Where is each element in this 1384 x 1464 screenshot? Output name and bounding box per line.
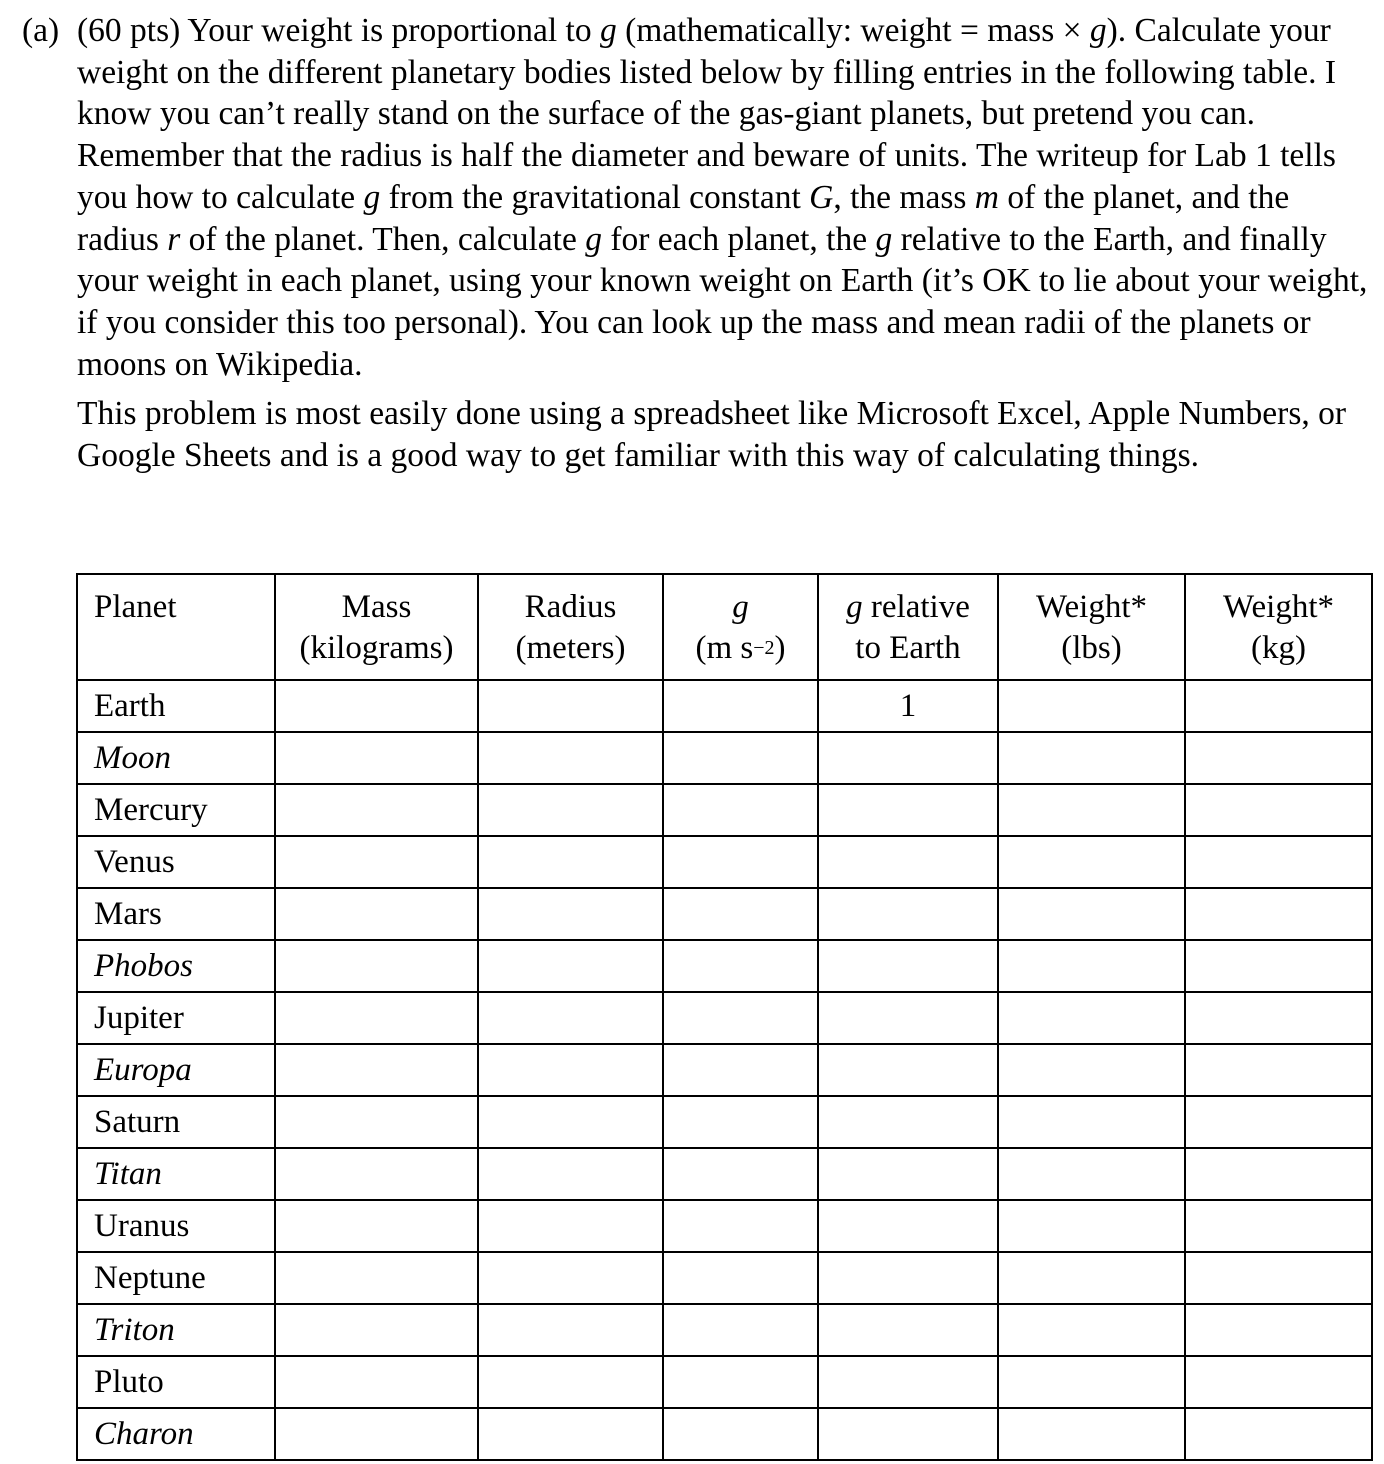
g-relative-cell[interactable]: [818, 1356, 998, 1408]
g-relative-cell[interactable]: [818, 784, 998, 836]
weight-kg-cell[interactable]: [1185, 940, 1372, 992]
planet-name-cell: Europa: [77, 1044, 275, 1096]
planet-name-cell: Neptune: [77, 1252, 275, 1304]
mass-cell[interactable]: [275, 1200, 478, 1252]
table-header-row: [77, 574, 1372, 680]
radius-cell[interactable]: [478, 992, 663, 1044]
table-row: [77, 1200, 1372, 1252]
radius-cell[interactable]: [478, 940, 663, 992]
table-row: [77, 992, 1372, 1044]
mass-cell[interactable]: [275, 836, 478, 888]
weight-kg-cell[interactable]: [1185, 1148, 1372, 1200]
g-cell[interactable]: [663, 888, 818, 940]
planet-name-cell: Mars: [77, 888, 275, 940]
table-row: [77, 888, 1372, 940]
radius-cell[interactable]: [478, 1148, 663, 1200]
radius-cell[interactable]: [478, 1252, 663, 1304]
weight-lbs-cell[interactable]: [998, 1252, 1185, 1304]
planet-name-cell: Titan: [77, 1148, 275, 1200]
table-row: [77, 940, 1372, 992]
col-header-planet: Planet: [77, 574, 275, 680]
table-row: [77, 1148, 1372, 1200]
weight-lbs-cell[interactable]: [998, 784, 1185, 836]
weight-lbs-cell[interactable]: [998, 888, 1185, 940]
planet-name-cell: Triton: [77, 1304, 275, 1356]
weight-lbs-cell[interactable]: [998, 836, 1185, 888]
weight-kg-cell[interactable]: [1185, 992, 1372, 1044]
mass-cell[interactable]: [275, 732, 478, 784]
radius-cell[interactable]: [478, 1304, 663, 1356]
table-row: [77, 680, 1372, 732]
planet-name-cell: Uranus: [77, 1200, 275, 1252]
mass-cell[interactable]: [275, 1096, 478, 1148]
radius-cell[interactable]: [478, 784, 663, 836]
radius-cell[interactable]: [478, 1356, 663, 1408]
g-cell[interactable]: [663, 732, 818, 784]
radius-cell[interactable]: [478, 836, 663, 888]
g-cell[interactable]: [663, 1148, 818, 1200]
col-header-weight-kg: Weight* (kg): [1185, 574, 1372, 680]
g-cell[interactable]: [663, 836, 818, 888]
planet-name-cell: Charon: [77, 1408, 275, 1460]
g-cell[interactable]: [663, 1252, 818, 1304]
mass-cell[interactable]: [275, 1356, 478, 1408]
points: (60 pts): [77, 12, 181, 49]
weight-lbs-cell[interactable]: [998, 1096, 1185, 1148]
problem-statement: [22, 10, 1372, 477]
g-relative-cell[interactable]: [818, 992, 998, 1044]
g-relative-cell[interactable]: [818, 1252, 998, 1304]
weight-kg-cell[interactable]: [1185, 836, 1372, 888]
weight-lbs-cell[interactable]: [998, 992, 1185, 1044]
g-relative-cell[interactable]: [818, 836, 998, 888]
table-row: [77, 1096, 1372, 1148]
mass-cell[interactable]: [275, 784, 478, 836]
problem-paragraph-2: This problem is most easily done using a spreadsheet like Microsoft Excel, Apple Numbers, or Google Sheets and is a good way to get familiar with this way of calculating things.: [77, 395, 1347, 475]
planet-name-cell: Mercury: [77, 784, 275, 836]
mass-cell[interactable]: [275, 1044, 478, 1096]
table-row: [77, 1408, 1372, 1460]
col-header-g-relative: g relative to Earth: [818, 574, 998, 680]
mass-cell[interactable]: [275, 680, 478, 732]
part-label: (a): [22, 12, 60, 49]
radius-cell[interactable]: [478, 888, 663, 940]
g-cell[interactable]: [663, 1096, 818, 1148]
g-cell[interactable]: [663, 1304, 818, 1356]
g-relative-cell[interactable]: [818, 1304, 998, 1356]
g-relative-cell[interactable]: 1: [818, 680, 998, 732]
g-cell[interactable]: [663, 940, 818, 992]
weight-kg-cell[interactable]: [1185, 680, 1372, 732]
g-relative-cell[interactable]: [818, 732, 998, 784]
planet-name-cell: Phobos: [77, 940, 275, 992]
weight-lbs-cell[interactable]: [998, 732, 1185, 784]
table-row: [77, 1356, 1372, 1408]
g-relative-cell[interactable]: [818, 940, 998, 992]
planet-name-cell: Moon: [77, 732, 275, 784]
g-relative-cell[interactable]: [818, 888, 998, 940]
weight-kg-cell[interactable]: [1185, 784, 1372, 836]
table-row: [77, 1252, 1372, 1304]
mass-cell[interactable]: [275, 992, 478, 1044]
weight-kg-cell[interactable]: [1185, 732, 1372, 784]
g-cell[interactable]: [663, 1044, 818, 1096]
radius-cell[interactable]: [478, 1408, 663, 1460]
g-relative-cell[interactable]: [818, 1096, 998, 1148]
planet-weight-table: [76, 573, 1373, 1461]
table-row: [77, 1304, 1372, 1356]
weight-kg-cell[interactable]: [1185, 1252, 1372, 1304]
radius-cell[interactable]: [478, 1044, 663, 1096]
weight-kg-cell[interactable]: [1185, 1044, 1372, 1096]
weight-lbs-cell[interactable]: [998, 940, 1185, 992]
table-row: [77, 1044, 1372, 1096]
weight-kg-cell[interactable]: [1185, 1304, 1372, 1356]
problem-paragraph-1: (a) (60 pts) Your weight is proportional to g (mathematically: weight = mass × g). Calculate your weight on the different planetary bodies listed below by filling entries in the following table. I know you can’t really stand on the surface of the gas-giant planets, but pretend you can. Remember that the radius is half the diameter and beware of units. The writeup for Lab 1 tells you how to calculate g from the gravitational constant G, the mass m of the planet, and the radius r of the planet. Then, calculate g for each planet, the g relative to the Earth, and finally your weight in each planet, using your known weight on Earth (it’s OK to lie about your weight, if you consider this too personal). You can look up the mass and mean radii of the planets or moons on Wikipedia.: [22, 12, 1368, 383]
g-cell[interactable]: [663, 680, 818, 732]
planet-name-cell: Pluto: [77, 1356, 275, 1408]
radius-cell[interactable]: [478, 1096, 663, 1148]
table-row: [77, 784, 1372, 836]
col-header-radius: Radius (meters): [478, 574, 663, 680]
radius-cell[interactable]: [478, 732, 663, 784]
g-cell[interactable]: [663, 1200, 818, 1252]
planet-name-cell: Saturn: [77, 1096, 275, 1148]
weight-lbs-cell[interactable]: [998, 1148, 1185, 1200]
g-cell[interactable]: [663, 1408, 818, 1460]
mass-cell[interactable]: [275, 940, 478, 992]
weight-lbs-cell[interactable]: [998, 680, 1185, 732]
g-relative-cell[interactable]: [818, 1408, 998, 1460]
weight-kg-cell[interactable]: [1185, 1200, 1372, 1252]
planet-name-cell: Earth: [77, 680, 275, 732]
planet-name-cell: Jupiter: [77, 992, 275, 1044]
g-relative-cell[interactable]: [818, 1200, 998, 1252]
g-cell[interactable]: [663, 784, 818, 836]
g-cell[interactable]: [663, 1356, 818, 1408]
mass-cell[interactable]: [275, 1148, 478, 1200]
weight-lbs-cell[interactable]: [998, 1200, 1185, 1252]
planet-name-cell: Venus: [77, 836, 275, 888]
weight-kg-cell[interactable]: [1185, 888, 1372, 940]
weight-lbs-cell[interactable]: [998, 1304, 1185, 1356]
col-header-mass: Mass (kilograms): [275, 574, 478, 680]
weight-kg-cell[interactable]: [1185, 1356, 1372, 1408]
weight-kg-cell[interactable]: [1185, 1408, 1372, 1460]
mass-cell[interactable]: [275, 1304, 478, 1356]
weight-lbs-cell[interactable]: [998, 1044, 1185, 1096]
g-cell[interactable]: [663, 992, 818, 1044]
table-row: [77, 836, 1372, 888]
weight-lbs-cell[interactable]: [998, 1408, 1185, 1460]
radius-cell[interactable]: [478, 1200, 663, 1252]
col-header-g: g (m $s^{-2}$): [663, 574, 818, 680]
mass-cell[interactable]: [275, 1252, 478, 1304]
col-header-weight-lbs: Weight* (lbs): [998, 574, 1185, 680]
radius-cell[interactable]: [478, 680, 663, 732]
mass-cell[interactable]: [275, 888, 478, 940]
table-row: [77, 732, 1372, 784]
g-relative-cell[interactable]: [818, 1148, 998, 1200]
g-relative-cell[interactable]: [818, 1044, 998, 1096]
mass-cell[interactable]: [275, 1408, 478, 1460]
weight-kg-cell[interactable]: [1185, 1096, 1372, 1148]
weight-lbs-cell[interactable]: [998, 1356, 1185, 1408]
